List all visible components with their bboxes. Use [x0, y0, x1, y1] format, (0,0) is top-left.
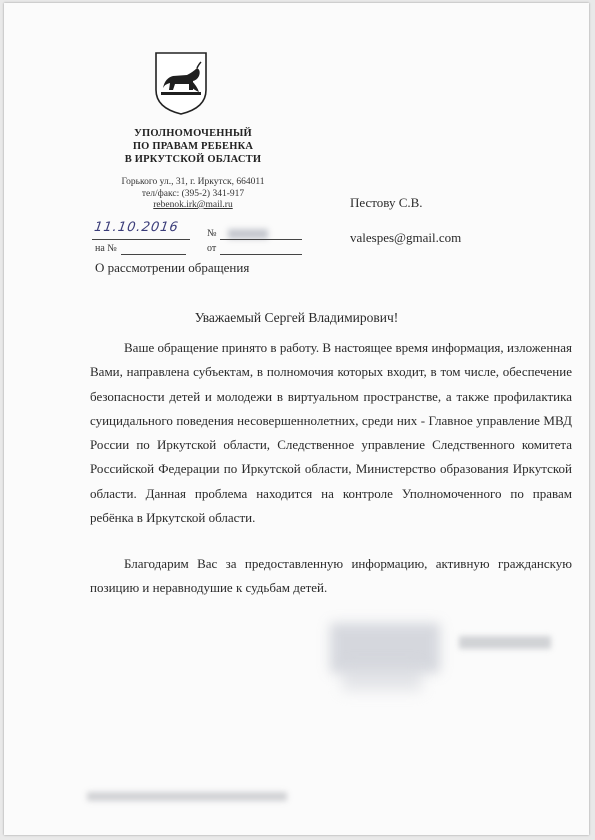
phone-line: тел/факс: (395-2) 341-917	[141, 188, 245, 199]
letter-subject: О рассмотрении обращения	[95, 260, 250, 275]
org-name-line: ПО ПРАВАМ РЕБЕНКА	[132, 141, 254, 152]
address-line: Горького ул., 31, г. Иркутск, 664011	[121, 177, 265, 187]
redacted-executor-footer	[87, 792, 287, 801]
number-label: №	[207, 228, 217, 239]
recipient-email: valespes@gmail.com	[350, 230, 462, 245]
redacted-signer-name	[459, 636, 551, 649]
body-paragraph: Благодарим Вас за предоставленную информацию, активную гражданскую позицию и неравнодушие к судьбам детей.	[90, 556, 572, 596]
letter-page	[4, 3, 589, 835]
number-underline	[220, 239, 302, 240]
redacted-number	[228, 229, 268, 239]
organization-contacts	[108, 177, 278, 212]
date-underline	[92, 239, 190, 240]
irkutsk-babr-emblem-icon	[153, 50, 209, 116]
recipient-name: Пестову С.В.	[350, 195, 423, 210]
organization-email: rebenok.irk@mail.ru	[153, 200, 233, 210]
org-name-line: В ИРКУТСКОЙ ОБЛАСТИ	[124, 154, 262, 165]
body-paragraph: Ваше обращение принято в работу. В настоящее время информация, изложенная Вами, направлена субъектам, в полномочия которых входит, в том числе, обеспечение безопасности детей и молодежи в виртуальном пространстве, а также профилактика суицидального поведения несовершеннолетних, среди них - Главное управление МВД России по Иркутской области, Следственное управление Следственного комитета Российской Федерации по Иркутской области, Министерство образования Иркутской области. Данная проблема находится на контроле Уполномоченного по правам ребёнка в Иркутской области.	[90, 340, 572, 526]
org-name-line: УПОЛНОМОЧЕННЫЙ	[134, 128, 252, 139]
handwritten-date: 11.10.2016	[93, 220, 180, 235]
redacted-signature-lower	[342, 665, 422, 691]
reply-to-number-label: на №	[95, 243, 117, 254]
organization-name	[108, 127, 278, 166]
reply-number-underline	[121, 254, 186, 255]
from-date-label: от	[207, 243, 217, 254]
from-date-underline	[220, 254, 302, 255]
salutation: Уважаемый Сергей Владимирович!	[194, 310, 399, 325]
